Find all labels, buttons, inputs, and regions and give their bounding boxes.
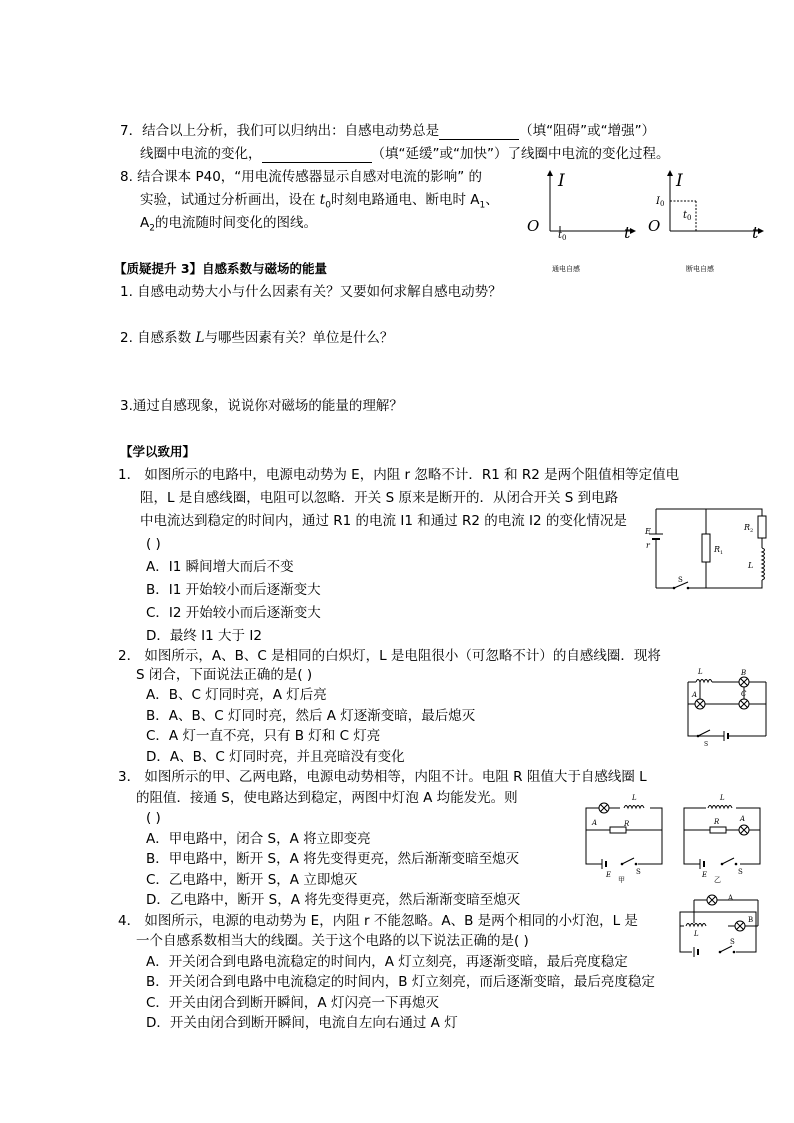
svg-text:A: A xyxy=(692,691,698,699)
circuit-1 xyxy=(644,504,774,596)
p2-option-d[interactable]: D．A、B、C 灯同时亮，并且亮暗没有变化 xyxy=(146,749,405,765)
p1-option-b[interactable]: B．I1 开始较小而后逐渐变大 xyxy=(146,582,321,598)
p2-line1: 2． 如图所示，A、B、C 是相同的白炽灯，L 是电阻很小（可忽略不计）的自感线圈．现将 xyxy=(118,648,661,664)
p3-option-c[interactable]: C．乙电路中，断开 S，A 立即熄灭 xyxy=(146,872,358,888)
caption-energizing: 通电自感 xyxy=(552,265,580,273)
p3-line1: 3． 如图所示的甲、乙两电路，电源电动势相等，内阻不计。电阻 R 阻值大于自感线圈 L xyxy=(118,769,647,785)
label-yi: 乙 xyxy=(714,876,721,884)
svg-text:S: S xyxy=(738,868,743,876)
svg-text:C: C xyxy=(741,690,747,698)
section3-title: 【质疑提升 3】自感系数与磁场的能量 xyxy=(114,261,328,276)
svg-text:I: I xyxy=(676,171,683,191)
p4-option-d[interactable]: D．开关由闭合到断开瞬间，电流自左向右通过 A 灯 xyxy=(146,1015,458,1031)
p4-option-a[interactable]: A．开关闭合到电路电流稳定的时间内，A 灯立刻亮，再逐渐变暗，最后亮度稳定 xyxy=(146,954,628,970)
svg-text:L: L xyxy=(748,561,754,570)
q7-line2: 线圈中电流的变化， （填“延缓”或“加快”）了线圈中电流的变化过程。 xyxy=(140,146,670,162)
p4-option-c[interactable]: C．开关由闭合到断开瞬间，A 灯闪亮一下再熄灭 xyxy=(146,995,439,1011)
svg-text:L: L xyxy=(698,668,703,676)
origin-label: O xyxy=(527,217,540,235)
svg-text:1: 1 xyxy=(720,550,724,556)
p4-line1: 4． 如图所示，电源的电动势为 E，内阻 r 不能忽略。A、B 是两个相同的小灯泡，L 是 xyxy=(118,913,638,929)
svg-text:A: A xyxy=(740,815,746,823)
svg-text:B: B xyxy=(741,669,747,677)
axis-i-label: I xyxy=(558,171,565,191)
svg-text:t: t xyxy=(683,210,688,221)
svg-text:0: 0 xyxy=(660,200,665,208)
svg-text:O: O xyxy=(648,217,661,235)
q7-blank-1[interactable] xyxy=(439,125,519,140)
section3-q1: 1. 自感电动势大小与什么因素有关？又要如何求解自感电动势？ xyxy=(120,284,502,300)
svg-text:E: E xyxy=(606,871,612,879)
svg-text:S: S xyxy=(730,938,735,946)
svg-text:B: B xyxy=(748,916,754,924)
t0-label: t xyxy=(558,230,563,241)
p2-option-a[interactable]: A．B、C 灯同时亮，A 灯后亮 xyxy=(146,687,327,703)
circuit-3-jia xyxy=(580,790,672,882)
q8-line1: 8. 结合课本 P40，“用电流传感器显示自感对电流的影响” 的 xyxy=(120,169,483,185)
p1-option-a[interactable]: A．I1 瞬间增大而后不变 xyxy=(146,559,294,575)
svg-text:R: R xyxy=(714,545,721,554)
p3-line2: 的阻值．接通 S，使电路达到稳定，两图中灯泡 A 均能发光。则 xyxy=(136,790,518,806)
label-jia: 甲 xyxy=(618,876,625,884)
p2-option-c[interactable]: C．A 灯一直不亮，只有 B 灯和 C 灯亮 xyxy=(146,728,381,744)
apply-title: 【学以致用】 xyxy=(120,444,196,459)
p3-option-a[interactable]: A．甲电路中，闭合 S，A 将立即变亮 xyxy=(146,831,371,847)
q8-line2: 实验，试通过分析画出，设在 $t_0$时刻电路通电、断电时 $A_1$、 xyxy=(140,192,499,211)
q7-line1: 7．结合以上分析，我们可以归纳出：自感电动势总是 （填“阻碍”或“增强”） xyxy=(120,123,656,139)
svg-text:R: R xyxy=(714,818,720,826)
circuit-4 xyxy=(670,896,774,960)
p1-line2: 阻，L 是自感线圈，电阻可以忽略．开关 S 原来是断开的．从闭合开关 S 到电路 xyxy=(140,490,619,506)
p3-option-d[interactable]: D．乙电路中，断开 S，A 将先变得更亮，然后渐渐变暗至熄灭 xyxy=(146,892,521,908)
section3-q2: 2. 自感系数 L与哪些因素有关？单位是什么？ xyxy=(120,330,394,346)
p1-option-d[interactable]: D．最终 I1 大于 I2 xyxy=(146,628,262,644)
p1-option-c[interactable]: C．I2 开始较小而后逐渐变大 xyxy=(146,605,321,621)
p1-line3: 中电流达到稳定的时间内，通过 R1 的电流 I1 和通过 R2 的电流 I2 的变化情况是 xyxy=(140,513,627,529)
svg-text:S: S xyxy=(678,576,683,584)
p4-option-b[interactable]: B．开关闭合到电路中电流稳定的时间内，B 灯立刻亮，而后逐渐变暗，最后亮度稳定 xyxy=(146,974,655,990)
caption-deenergizing: 断电自感 xyxy=(686,265,714,273)
p2-line2: S 闭合，下面说法正确的是( ) xyxy=(136,667,313,683)
p3-line3: ( ) xyxy=(146,810,161,826)
svg-text:E: E xyxy=(645,527,651,536)
circuit-2 xyxy=(674,668,774,748)
svg-text:E: E xyxy=(702,871,708,879)
i0-label: I xyxy=(656,196,660,207)
p1-line1: 1． 如图所示的电路中，电源电动势为 E，内阻 r 忽略不计．R1 和 R2 是两个阻值相等定值电 xyxy=(118,467,680,483)
svg-text:S: S xyxy=(704,741,709,748)
section3-q3: 3.通过自感现象，说说你对磁场的能量的理解？ xyxy=(120,398,403,414)
svg-text:2: 2 xyxy=(750,528,754,534)
p1-line4: ( ) xyxy=(146,536,161,552)
svg-text:L: L xyxy=(694,930,699,938)
svg-text:L: L xyxy=(720,794,725,802)
svg-text:A: A xyxy=(592,819,598,827)
q8-line3: $A_2$的电流随时间变化的图线。 xyxy=(140,215,317,234)
svg-text:A: A xyxy=(728,894,734,902)
svg-text:R: R xyxy=(624,820,630,828)
svg-text:r: r xyxy=(646,541,650,550)
svg-text:0: 0 xyxy=(687,214,692,222)
p4-line2: 一个自感系数相当大的线圈。关于这个电路的以下说法正确的是( ) xyxy=(136,933,529,949)
svg-text:L: L xyxy=(632,794,637,802)
graph-energizing xyxy=(520,168,635,278)
p3-option-b[interactable]: B．甲电路中，断开 S，A 将先变得更亮，然后渐渐变暗至熄灭 xyxy=(146,851,520,867)
axis-t-label: t xyxy=(624,223,631,242)
q7-blank-2[interactable] xyxy=(262,148,372,163)
svg-text:R: R xyxy=(744,523,751,532)
graph-deenergizing xyxy=(648,168,768,278)
p2-option-b[interactable]: B．A、B、C 灯同时亮，然后 A 灯逐渐变暗，最后熄灭 xyxy=(146,708,476,724)
svg-text:t: t xyxy=(752,223,759,242)
svg-text:0: 0 xyxy=(562,234,567,242)
svg-text:S: S xyxy=(636,868,641,876)
circuit-3-yi xyxy=(680,790,772,882)
